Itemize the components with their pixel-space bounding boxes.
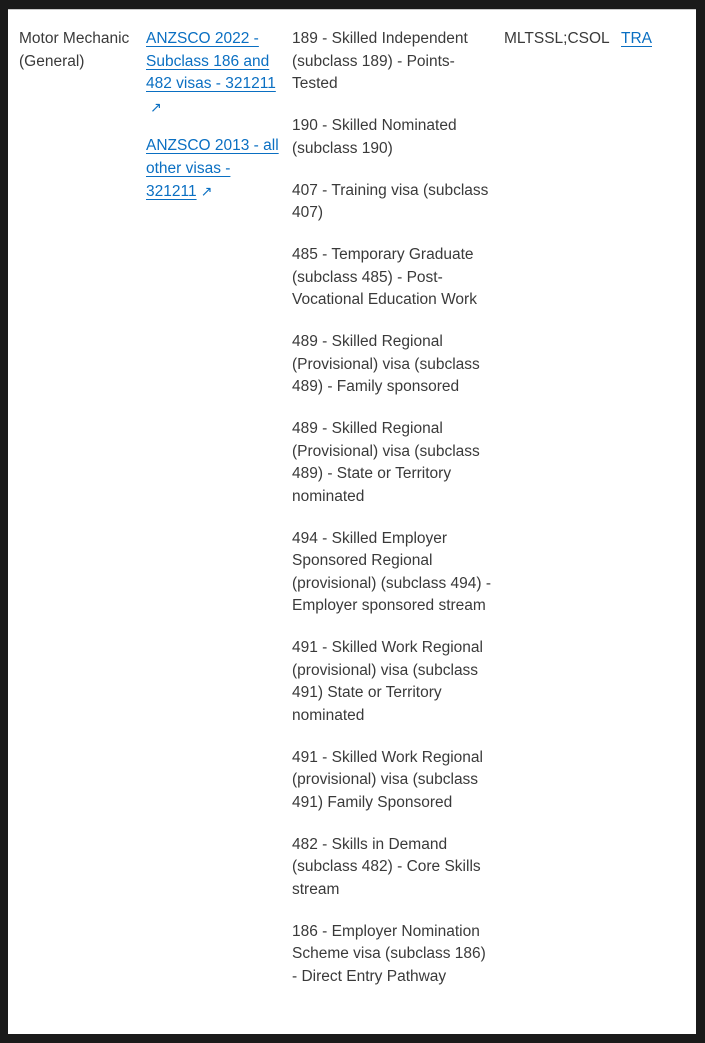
anzsco-2022-link-label: ANZSCO 2022 - Subclass 186 and 482 visas - 321211 [146, 30, 276, 92]
anzsco-2022-link[interactable] [146, 30, 276, 116]
visa-item: 485 - Temporary Graduate (subclass 485) - Post-Vocational Education Work [292, 246, 477, 308]
visa-item: 494 - Skilled Employer Sponsored Regional (provisional) (subclass 494) - Employer sponsored stream [292, 529, 491, 614]
occupation-lists: MLTSSL;CSOL [504, 30, 610, 47]
visa-item: 190 - Skilled Nominated (subclass 190) [292, 117, 457, 157]
visa-item: 491 - Skilled Work Regional (provisional) visa (subclass 491) Family Sponsored [292, 748, 483, 811]
anzsco-2013-link-wrap [146, 135, 282, 204]
visa-item: 489 - Skilled Regional (Provisional) visa (subclass 489) - State or Territory nominated [292, 420, 480, 505]
external-link-icon: ↗ [200, 183, 213, 199]
visa-item: 489 - Skilled Regional (Provisional) visa (subclass 489) - Family sponsored [292, 333, 480, 395]
occupation-table-row [8, 9, 696, 1034]
eligible-visas-list [292, 28, 492, 1008]
occupation-name: Motor Mechanic (General) [19, 30, 130, 70]
external-link-icon: ↗ [150, 98, 162, 115]
anzsco-2013-link-label: ANZSCO 2013 - all other visas - 321211 [146, 137, 279, 200]
assessing-authority-link[interactable]: TRA [621, 30, 652, 47]
visa-item: 491 - Skilled Work Regional (provisional) visa (subclass 491) State or Territory nominated [292, 639, 483, 724]
visa-item: 189 - Skilled Independent (subclass 189) - Points-Tested [292, 30, 468, 92]
visa-item: 186 - Employer Nomination Scheme visa (subclass 186) - Direct Entry Pathway [292, 922, 486, 985]
anzsco-2013-link[interactable] [146, 137, 279, 200]
anzsco-links [146, 28, 282, 220]
assessing-authority [621, 28, 691, 51]
visa-item: 482 - Skills in Demand (subclass 482) - Core Skills stream [292, 835, 481, 898]
visa-item: 407 - Training visa (subclass 407) [292, 181, 489, 221]
anzsco-2022-link-wrap [146, 28, 282, 119]
